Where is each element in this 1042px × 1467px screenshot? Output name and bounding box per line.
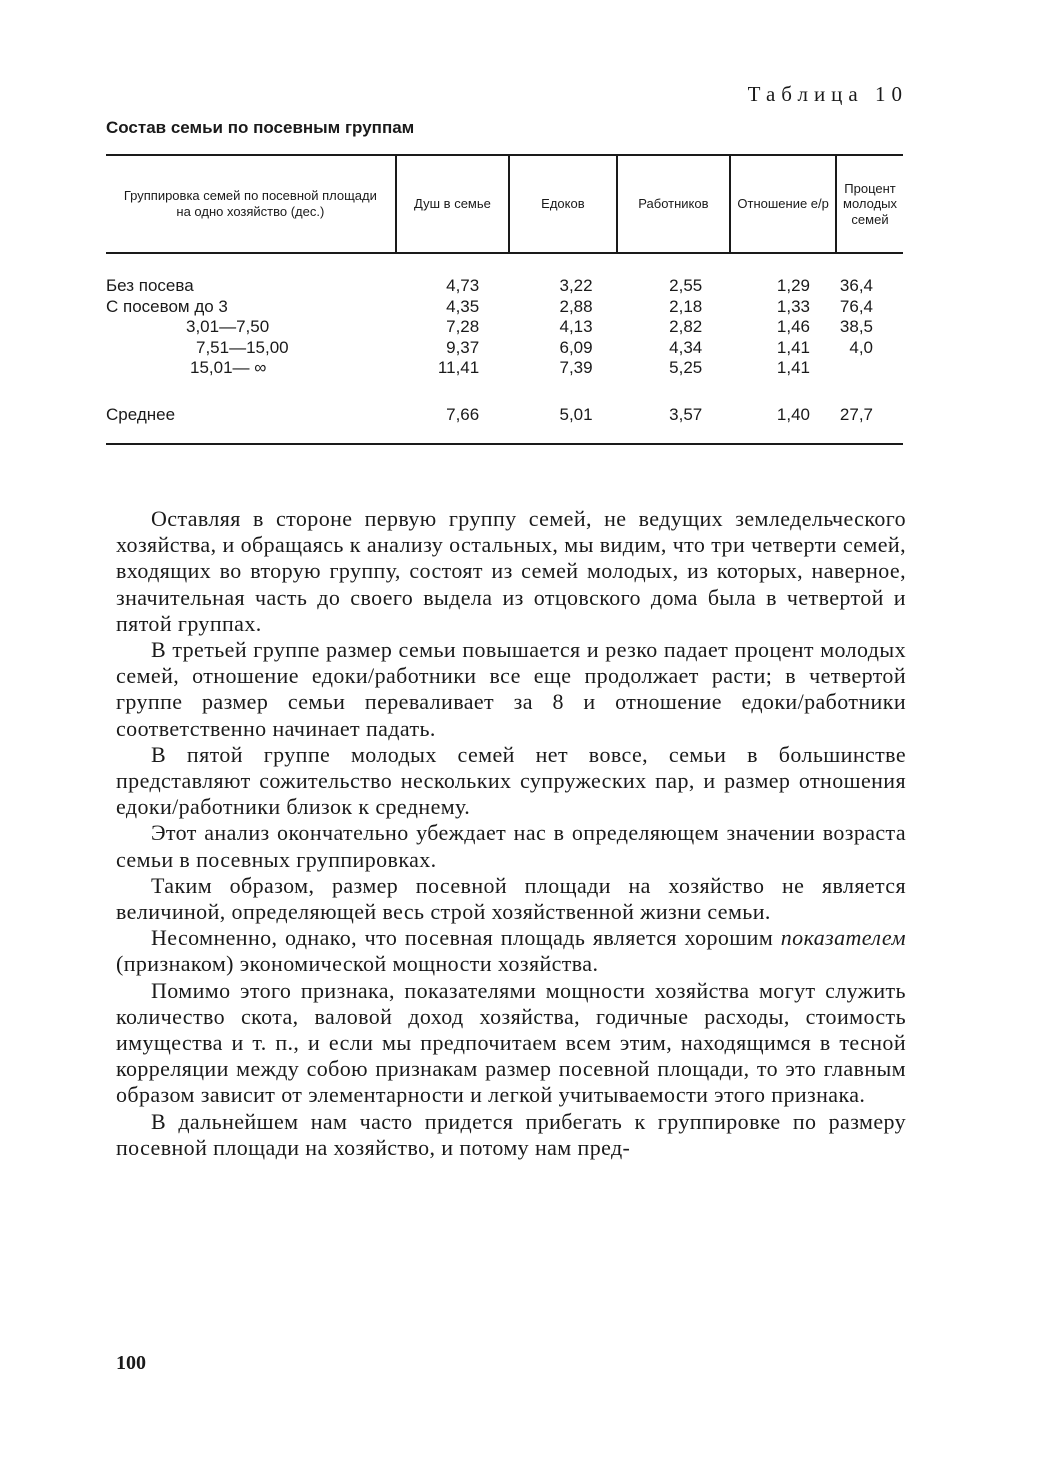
column-header-ratio: Отношение е/р: [730, 155, 836, 253]
cell-workers: 2,82: [669, 317, 703, 336]
emphasized-term: показателем: [780, 925, 906, 951]
table-caption: Состав семьи по посевным группам: [106, 118, 415, 137]
cell-eaters: 7,39: [559, 358, 593, 377]
cell-eaters: 3,22: [559, 276, 593, 295]
cell-workers: 4,34: [669, 337, 703, 357]
cell-ratio: 1,41: [776, 337, 811, 357]
table-summary-row: [106, 393, 903, 445]
row-label: Без посева: [106, 276, 194, 295]
column-header-grouping: Группировка семей по посевной площади на одно хозяйство (дес.): [123, 188, 377, 219]
column-header-workers: Работников: [617, 155, 731, 253]
row-label: С посевом до 3: [106, 296, 228, 316]
cell-ratio: 1,41: [776, 358, 811, 377]
cell-young-percent: 76,4: [839, 296, 873, 316]
paragraph-text: Несомненно, однако, что посевная площадь является хорошим: [151, 925, 781, 951]
table-row: [106, 297, 903, 318]
column-header-persons: Душ в семье: [396, 155, 509, 253]
cell-workers: 5,25: [669, 358, 703, 377]
cell-young-percent: 38,5: [839, 317, 873, 336]
cell-ratio: 1,46: [776, 317, 811, 336]
summary-workers: 3,57: [669, 404, 703, 424]
summary-eaters: 5,01: [559, 404, 593, 424]
cell-persons: 4,73: [446, 276, 480, 295]
table-row: [106, 253, 903, 297]
page-number: 100: [116, 1352, 146, 1374]
row-label: 15,01— ∞: [190, 358, 267, 377]
body-text: [116, 506, 906, 1161]
cell-ratio: 1,29: [776, 276, 811, 295]
cell-ratio: 1,33: [776, 296, 811, 316]
cell-persons: 7,28: [446, 317, 480, 336]
paragraph-text: (признаком) экономической мощности хозяйства.: [116, 951, 599, 977]
summary-label: Среднее: [106, 404, 176, 424]
cell-eaters: 4,13: [559, 317, 593, 336]
paragraph: Оставляя в стороне первую группу семей, не ведущих земледельческого хозяйства, и обращаясь к анализу остальных, мы видим, что три четверти семей, входящих во вторую группу, состоят из семей молодых, из которых, наверное, значительная часть до своего выдела из отцовского дома была в четвертой и пятой группах.: [116, 506, 906, 636]
column-header-young-percent: Процент молодых семей: [836, 155, 903, 253]
summary-persons: 7,66: [446, 404, 480, 424]
table-row: [106, 338, 903, 359]
cell-young-percent: [836, 358, 903, 393]
column-header-eaters: Едоков: [509, 155, 616, 253]
cell-persons: 11,41: [437, 358, 480, 377]
summary-ratio: 1,40: [776, 404, 811, 424]
paragraph: В третьей группе размер семьи повышается и резко падает процент молодых семей, отношение едоки/работники все еще продолжает расти; в четвертой группе размер семьи переваливает за 8 и отношение едоки/работники соответственно начинает падать.: [116, 637, 906, 741]
table-row: [106, 358, 903, 393]
row-label: 7,51—15,00: [196, 337, 289, 357]
row-label: 3,01—7,50: [186, 317, 270, 336]
cell-persons: 9,37: [446, 337, 480, 357]
paragraph: Помимо этого признака, показателями мощности хозяйства могут служить количество скота, валовой доход хозяйства, годичные расходы, стоимость имущества и т. п., и если мы предпочитаем всем этим, находящимся в тесной корреляции между собою признакам размер посевной площади, то это главным образом зависит от элементарности и легкой учитываемости этого признака.: [116, 977, 906, 1108]
family-composition-table: [106, 154, 903, 445]
cell-young-percent: 4,0: [849, 337, 873, 357]
paragraph: [116, 925, 906, 977]
cell-persons: 4,35: [446, 296, 480, 316]
cell-eaters: 6,09: [559, 337, 593, 357]
cell-workers: 2,18: [669, 296, 703, 316]
paragraph: В пятой группе молодых семей нет вовсе, семьи в большинстве представляют сожительство нескольких супружеских пар, и размер отношения едоки/работники близок к среднему.: [116, 741, 906, 820]
paragraph: В дальнейшем нам часто придется прибегать к группировке по размеру посевной площади на хозяйство, и потому нам пред-: [116, 1108, 906, 1160]
table-header-row: [106, 155, 903, 253]
summary-young-percent: 27,7: [839, 404, 873, 424]
paragraph: Таким образом, размер посевной площади на хозяйство не является величиной, определяющей весь строй хозяйственной жизни семьи.: [116, 872, 906, 925]
table-number: Таблица 10: [747, 82, 908, 106]
cell-eaters: 2,88: [559, 296, 593, 316]
cell-workers: 2,55: [669, 276, 703, 295]
cell-young-percent: 36,4: [839, 276, 873, 295]
paragraph: Этот анализ окончательно убеждает нас в определяющем значении возраста семьи в посевных группировках.: [116, 820, 906, 872]
table-row: [106, 317, 903, 338]
